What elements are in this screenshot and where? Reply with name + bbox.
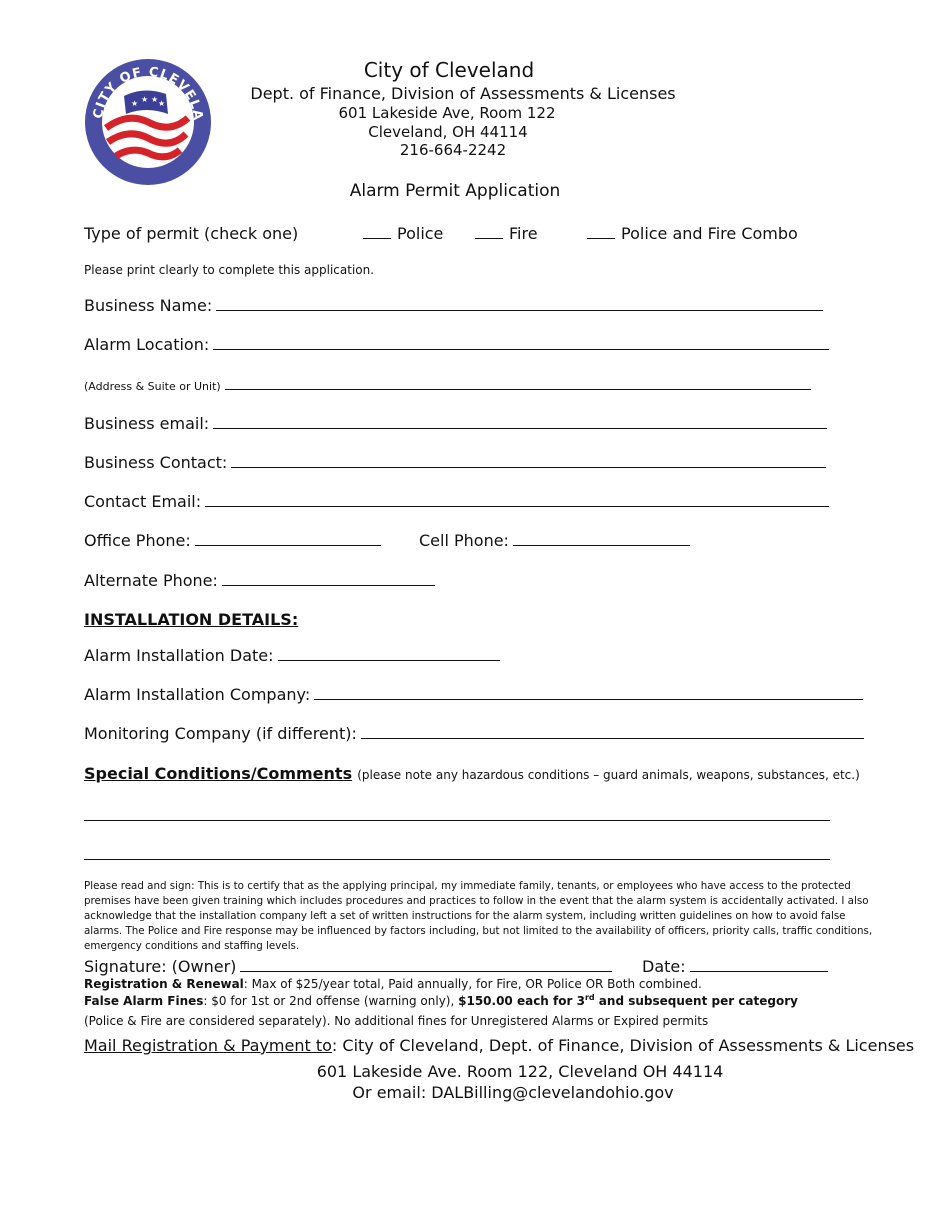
special-conditions-row — [84, 764, 860, 783]
permit-type-label: Type of permit (check one) — [84, 224, 299, 243]
header-address1: 601 Lakeside Ave, Room 122 — [338, 104, 556, 122]
mail-label: Mail Registration & Payment to — [84, 1036, 332, 1055]
signature-label: Signature: (Owner) — [84, 957, 237, 976]
address-note-label: (Address & Suite or Unit) — [84, 380, 221, 393]
cell-phone-row — [419, 531, 690, 550]
false-alarm-bold-b: and subsequent per category — [594, 994, 798, 1008]
monitoring-company-row — [84, 724, 864, 743]
installation-date-label: Alarm Installation Date: — [84, 646, 274, 665]
business-email-field[interactable] — [213, 414, 827, 429]
svg-text:CITY OF CLEVELAND OHIO: CITY OF CLEVELA — [90, 64, 206, 122]
signature-row — [84, 957, 612, 976]
office-phone-label: Office Phone: — [84, 531, 191, 550]
alarm-location-field[interactable] — [213, 335, 829, 350]
false-alarm-label: False Alarm Fines — [84, 994, 204, 1008]
registration-fee-row — [84, 977, 702, 991]
svg-text:★: ★ — [131, 99, 139, 108]
permit-option-fire-label: Fire — [509, 224, 538, 243]
cell-phone-label: Cell Phone: — [419, 531, 509, 550]
installation-heading: INSTALLATION DETAILS: — [84, 610, 299, 629]
false-alarm-text: : $0 for 1st or 2nd offense (warning only), — [203, 994, 459, 1008]
business-name-label: Business Name: — [84, 296, 213, 315]
permit-option-combo[interactable] — [587, 224, 798, 243]
contact-email-label: Contact Email: — [84, 492, 202, 511]
svg-text:★: ★ — [158, 99, 166, 108]
mail-email[interactable]: Or email: DALBilling@clevelandohio.gov — [352, 1083, 674, 1102]
registration-fee-text: : Max of $25/year total, Paid annually, for Fire, OR Police OR Both combined. — [243, 977, 702, 991]
permit-option-police[interactable] — [363, 224, 443, 243]
installation-date-field[interactable] — [278, 646, 500, 661]
monitoring-company-field[interactable] — [361, 724, 864, 739]
installation-company-row — [84, 685, 863, 704]
city-seal — [84, 58, 212, 186]
date-row — [642, 957, 828, 976]
instruction-text: Please print clearly to complete this application. — [84, 263, 375, 277]
comments-line-2[interactable] — [84, 859, 830, 860]
special-conditions-note: (please note any hazardous conditions – guard animals, weapons, substances, etc.) — [357, 768, 860, 782]
office-phone-field[interactable] — [195, 531, 381, 546]
svg-text:★: ★ — [141, 95, 149, 104]
mail-address: 601 Lakeside Ave. Room 122, Cleveland OH 44114 — [316, 1062, 724, 1081]
business-name-row — [84, 296, 823, 315]
header-phone: 216-664-2242 — [399, 141, 507, 159]
svg-text:★: ★ — [151, 95, 159, 104]
address-note-row — [84, 378, 811, 393]
alternate-phone-row — [84, 571, 435, 590]
address-field[interactable] — [225, 378, 811, 390]
date-label: Date: — [642, 957, 686, 976]
installation-company-field[interactable] — [314, 685, 863, 700]
checkbox-blank[interactable] — [475, 224, 503, 239]
registration-fee-label: Registration & Renewal — [84, 977, 244, 991]
header-dept: Dept. of Finance, Division of Assessments & Licenses — [250, 84, 676, 103]
business-name-field[interactable] — [216, 296, 823, 311]
checkbox-blank[interactable] — [587, 224, 615, 239]
business-email-label: Business email: — [84, 414, 210, 433]
date-field[interactable] — [690, 957, 828, 972]
business-contact-field[interactable] — [231, 453, 826, 468]
office-phone-row — [84, 531, 381, 550]
false-alarm-row — [84, 993, 798, 1008]
contact-email-row — [84, 492, 829, 511]
false-alarm-bold-a: $150.00 each for 3 — [458, 994, 585, 1008]
header-address2: Cleveland, OH 44114 — [368, 123, 528, 141]
business-email-row — [84, 414, 827, 433]
header-city: City of Cleveland — [363, 58, 535, 82]
mail-text: : City of Cleveland, Dept. of Finance, Division of Assessments & Licenses — [331, 1036, 915, 1055]
false-alarm-sup: rd — [584, 993, 595, 1002]
certification-text: Please read and sign: This is to certify that as the applying principal, my immediate family, tenants, or employees who have access to the protected premises have been given training which includes procedures and practices to follow in the event that the alarm system is accidentally activated. I also acknowledge that the installation company left a set of written instructions for the alarm system, including written guidelines on how to avoid false alarms. The Police and Fire response may be influenced by factors including, but not limited to the availability of officers, priority calls, traffic conditions, emergency conditions and staffing levels. — [84, 880, 873, 952]
special-conditions-heading: Special Conditions/Comments — [84, 764, 353, 783]
contact-email-field[interactable] — [205, 492, 829, 507]
alternate-phone-label: Alternate Phone: — [84, 571, 218, 590]
business-contact-label: Business Contact: — [84, 453, 228, 472]
cell-phone-field[interactable] — [513, 531, 690, 546]
form-title: Alarm Permit Application — [349, 181, 561, 201]
alternate-phone-field[interactable] — [222, 571, 435, 586]
permit-option-fire[interactable] — [475, 224, 538, 243]
installation-date-row — [84, 646, 500, 665]
fees-note: (Police & Fire are considered separately). No additional fines for Unregistered Alarms or Expired permits — [84, 1014, 709, 1028]
alarm-location-row — [84, 335, 829, 354]
permit-option-police-label: Police — [397, 224, 444, 243]
signature-field[interactable] — [240, 957, 612, 972]
comments-line-1[interactable] — [84, 820, 830, 821]
mail-row — [84, 1036, 914, 1055]
business-contact-row — [84, 453, 826, 472]
checkbox-blank[interactable] — [363, 224, 391, 239]
monitoring-company-label: Monitoring Company (if different): — [84, 724, 357, 743]
city-seal-graphic — [84, 58, 212, 186]
alarm-location-label: Alarm Location: — [84, 335, 210, 354]
permit-option-combo-label: Police and Fire Combo — [621, 224, 798, 243]
installation-company-label: Alarm Installation Company: — [84, 685, 311, 704]
